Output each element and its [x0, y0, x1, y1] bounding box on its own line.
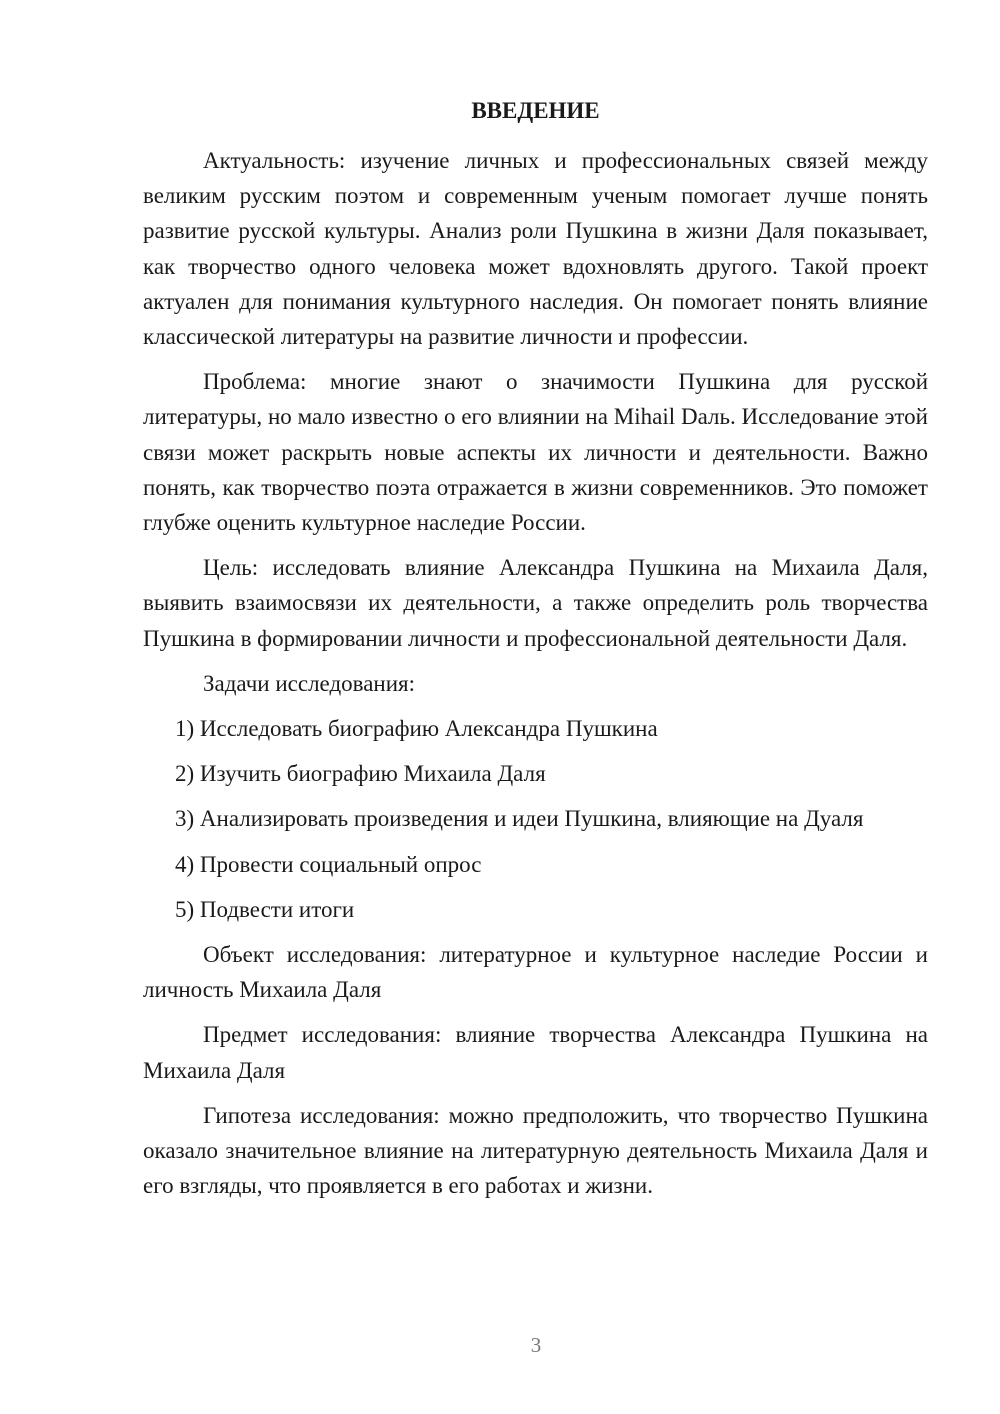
list-item: 4) Провести социальный опрос [175, 851, 482, 877]
task-list [143, 711, 928, 927]
problem-paragraph: Проблема: многие знают о значимости Пушкина для русской литературы, но мало известно о его влиянии на Mihail Dаль. Исследование этой связи может раскрыть новые аспекты их личности и деятельности. Важно понять, как творчество поэта отражается в жизни современников. Это поможет глубже оценить культурное наследие России. [143, 369, 928, 536]
relevance-paragraph: Актуальность: изучение личных и профессиональных связей между великим русским поэтом и современным ученым помогает лучше понять развитие русской культуры. Анализ роли Пушкина в жизни Даля показывает, как творчество одного человека может вдохновлять другого. Такой проект актуален для понимания культурного наследия. Он помогает понять влияние классической литературы на развитие личности и профессии. [143, 148, 928, 350]
object-paragraph: Объект исследования: литературное и культурное наследие России и личность Михаила Даля [143, 942, 928, 1003]
list-item: 5) Подвести итоги [175, 896, 355, 922]
list-item: 1) Исследовать биографию Александра Пушкина [175, 716, 658, 742]
list-item: 2) Изучить биографию Михаила Даля [175, 761, 546, 787]
list-item: 3) Анализировать произведения и идеи Пушкина, влияющие на Дуаля [175, 806, 864, 832]
page-number: 3 [530, 1333, 542, 1357]
page-title: ВВЕДЕНИЕ [471, 98, 600, 123]
hypothesis-paragraph: Гипотеза исследования: можно предположить, что творчество Пушкина оказало значительное влияние на литературную деятельность Михаила Даля и его взгляды, что проявляется в его работах и жизни. [143, 1102, 928, 1199]
tasks-heading: Задачи исследования: [203, 670, 416, 696]
document-body [143, 143, 928, 1213]
subject-paragraph: Предмет исследования: влияние творчества Александра Пушкина на Михаила Даля [143, 1022, 928, 1083]
goal-paragraph: Цель: исследовать влияние Александра Пушкина на Михаила Даля, выявить взаимосвязи их деятельности, а также определить роль творчества Пушкина в формировании личности и профессиональной деятельности Даля. [143, 555, 928, 651]
